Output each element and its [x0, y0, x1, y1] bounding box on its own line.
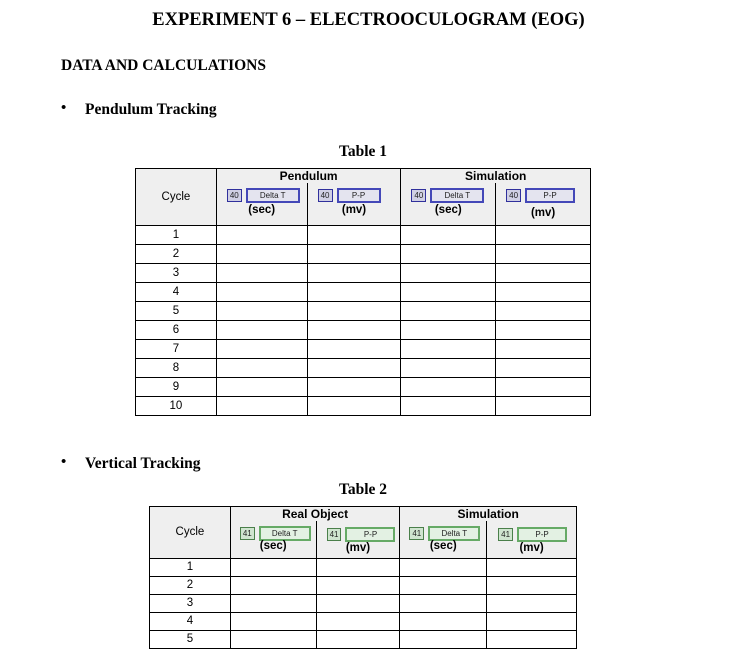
data-cell[interactable]	[487, 576, 577, 594]
data-cell[interactable]	[216, 320, 307, 339]
table-1-caption: Table 1	[338, 143, 388, 160]
data-cell[interactable]	[401, 244, 496, 263]
data-cell[interactable]	[216, 263, 307, 282]
cycle-cell: 4	[150, 612, 231, 630]
data-cell[interactable]	[216, 244, 307, 263]
subheader-p-p	[316, 521, 400, 558]
channel-control[interactable]	[240, 526, 311, 541]
channel-badge[interactable]: 40	[318, 189, 333, 202]
data-cell[interactable]	[496, 377, 591, 396]
group-header-real-object: Real Object	[230, 507, 400, 522]
data-cell[interactable]	[307, 263, 401, 282]
table-2-body	[150, 558, 577, 648]
table-row	[150, 630, 577, 648]
table-row	[136, 282, 591, 301]
section-heading: DATA AND CALCULATIONS	[61, 57, 266, 74]
measure-label-p-p[interactable]: P-P	[345, 527, 395, 542]
unit-mv: (mv)	[341, 204, 367, 216]
bullet-dot: •	[61, 454, 67, 470]
data-cell[interactable]	[216, 358, 307, 377]
data-cell[interactable]	[496, 225, 591, 244]
cycle-cell: 8	[136, 358, 217, 377]
data-cell[interactable]	[496, 263, 591, 282]
data-cell[interactable]	[230, 558, 316, 576]
data-cell[interactable]	[307, 244, 401, 263]
data-cell[interactable]	[230, 630, 316, 648]
page-title: EXPERIMENT 6 – ELECTROOCULOGRAM (EOG)	[152, 10, 585, 30]
data-cell[interactable]	[316, 558, 400, 576]
cycle-cell: 9	[136, 377, 217, 396]
group-header-simulation: Simulation	[400, 507, 577, 522]
cycle-cell: 10	[136, 396, 217, 415]
group-header-simulation: Simulation	[401, 169, 591, 184]
table-row	[136, 244, 591, 263]
subheader-delta-t	[400, 521, 487, 558]
data-cell[interactable]	[401, 320, 496, 339]
channel-badge[interactable]: 40	[506, 189, 521, 202]
data-cell[interactable]	[307, 358, 401, 377]
data-cell[interactable]	[401, 263, 496, 282]
data-cell[interactable]	[230, 594, 316, 612]
table-2	[149, 506, 577, 649]
unit-sec: (sec)	[434, 204, 462, 216]
data-cell[interactable]	[496, 358, 591, 377]
data-cell[interactable]	[307, 225, 401, 244]
measure-label-delta-t[interactable]: Delta T	[430, 188, 484, 203]
data-cell[interactable]	[216, 282, 307, 301]
channel-control[interactable]	[227, 188, 300, 203]
table-row	[136, 320, 591, 339]
data-cell[interactable]	[307, 282, 401, 301]
data-cell[interactable]	[316, 576, 400, 594]
data-cell[interactable]	[496, 282, 591, 301]
cycle-cell: 3	[136, 263, 217, 282]
table-row	[150, 594, 577, 612]
data-cell[interactable]	[401, 396, 496, 415]
measure-label-p-p[interactable]: P-P	[525, 188, 575, 203]
table-row	[136, 225, 591, 244]
table-row	[136, 396, 591, 415]
data-cell[interactable]	[307, 396, 401, 415]
data-cell[interactable]	[400, 594, 487, 612]
unit-sec: (sec)	[259, 540, 287, 552]
data-cell[interactable]	[401, 282, 496, 301]
table-row	[136, 301, 591, 320]
data-cell[interactable]	[487, 594, 577, 612]
data-cell[interactable]	[216, 377, 307, 396]
data-cell[interactable]	[216, 339, 307, 358]
cycle-cell: 2	[136, 244, 217, 263]
data-cell[interactable]	[316, 594, 400, 612]
measure-label-p-p[interactable]: P-P	[337, 188, 381, 203]
data-cell[interactable]	[400, 576, 487, 594]
subheader-p-p	[487, 521, 577, 558]
data-cell[interactable]	[400, 630, 487, 648]
table-row	[136, 377, 591, 396]
channel-control[interactable]	[318, 188, 381, 203]
channel-badge[interactable]: 40	[227, 189, 242, 202]
cycle-cell: 1	[136, 225, 217, 244]
subheader-delta-t	[230, 521, 316, 558]
unit-mv: (mv)	[530, 207, 556, 219]
table-row	[136, 263, 591, 282]
data-cell[interactable]	[401, 339, 496, 358]
subheader-p-p	[496, 183, 591, 225]
data-cell[interactable]	[496, 320, 591, 339]
data-cell[interactable]	[487, 612, 577, 630]
channel-control[interactable]	[409, 526, 480, 541]
data-cell[interactable]	[401, 301, 496, 320]
data-cell[interactable]	[487, 630, 577, 648]
table-row	[150, 612, 577, 630]
table-2-caption: Table 2	[338, 481, 388, 498]
data-cell[interactable]	[401, 225, 496, 244]
table-1-body	[136, 225, 591, 415]
cycle-cell: 2	[150, 576, 231, 594]
data-cell[interactable]	[401, 358, 496, 377]
data-cell[interactable]	[401, 377, 496, 396]
channel-badge[interactable]: 41	[498, 528, 513, 541]
channel-badge[interactable]: 41	[327, 528, 342, 541]
measure-label-delta-t[interactable]: Delta T	[246, 188, 300, 203]
unit-sec: (sec)	[429, 540, 457, 552]
data-cell[interactable]	[487, 558, 577, 576]
data-cell[interactable]	[496, 396, 591, 415]
data-cell[interactable]	[400, 558, 487, 576]
measure-label-delta-t[interactable]: Delta T	[259, 526, 311, 541]
data-cell[interactable]	[496, 301, 591, 320]
table-row	[136, 339, 591, 358]
cycle-cell: 3	[150, 594, 231, 612]
unit-mv: (mv)	[345, 542, 371, 554]
cycle-cell: 4	[136, 282, 217, 301]
cycle-cell: 5	[136, 301, 217, 320]
table-row	[136, 358, 591, 377]
channel-control[interactable]	[327, 527, 396, 542]
group-header-pendulum: Pendulum	[216, 169, 401, 184]
channel-badge[interactable]: 41	[240, 527, 255, 540]
data-cell[interactable]	[230, 576, 316, 594]
subheader-delta-t	[401, 183, 496, 225]
data-cell[interactable]	[496, 244, 591, 263]
table-1	[135, 168, 591, 416]
unit-mv: (mv)	[519, 542, 544, 554]
table-row	[150, 558, 577, 576]
subheader-delta-t	[216, 183, 307, 225]
cycle-header: Cycle	[136, 169, 217, 226]
data-cell[interactable]	[307, 339, 401, 358]
measure-label-delta-t[interactable]: Delta T	[428, 526, 480, 541]
bullet-dot: •	[61, 100, 67, 116]
bullet-label: Pendulum Tracking	[85, 101, 217, 118]
channel-control[interactable]	[498, 527, 567, 542]
channel-control[interactable]	[506, 188, 575, 203]
data-cell[interactable]	[230, 612, 316, 630]
subheader-p-p	[307, 183, 401, 225]
data-cell[interactable]	[216, 301, 307, 320]
channel-badge[interactable]: 41	[409, 527, 424, 540]
table-row	[150, 576, 577, 594]
data-cell[interactable]	[316, 630, 400, 648]
cycle-cell: 7	[136, 339, 217, 358]
measure-label-p-p[interactable]: P-P	[517, 527, 567, 542]
data-cell[interactable]	[307, 377, 401, 396]
data-cell[interactable]	[216, 396, 307, 415]
cycle-cell: 1	[150, 558, 231, 576]
data-cell[interactable]	[400, 612, 487, 630]
data-cell[interactable]	[496, 339, 591, 358]
channel-control[interactable]	[411, 188, 484, 203]
cycle-header: Cycle	[150, 507, 231, 559]
data-cell[interactable]	[307, 301, 401, 320]
cycle-cell: 5	[150, 630, 231, 648]
channel-badge[interactable]: 40	[411, 189, 426, 202]
bullet-label: Vertical Tracking	[85, 455, 201, 472]
cycle-cell: 6	[136, 320, 217, 339]
unit-sec: (sec)	[248, 204, 276, 216]
data-cell[interactable]	[307, 320, 401, 339]
data-cell[interactable]	[216, 225, 307, 244]
data-cell[interactable]	[316, 612, 400, 630]
